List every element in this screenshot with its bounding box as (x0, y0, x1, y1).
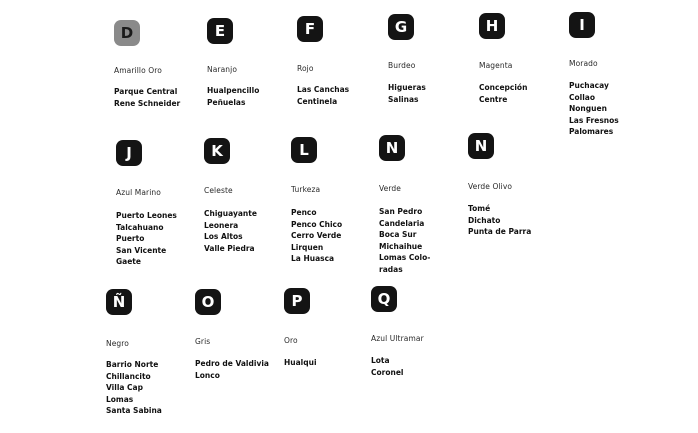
line-card-enye (106, 289, 202, 415)
line-card-h (479, 13, 575, 104)
line-n-verde-olivo-color-name: Verde Olivo (468, 182, 513, 191)
line-f-color-name: Rojo (297, 64, 314, 73)
line-o-badge: O (195, 289, 221, 315)
line-k-color-name: Celeste (204, 186, 233, 195)
line-enye-badge: Ñ (106, 289, 132, 315)
stop-item: Penco Chico (291, 219, 343, 229)
line-l-stops (291, 207, 342, 265)
stop-item: Lirquen (291, 242, 324, 252)
line-card-j (116, 140, 212, 266)
stop-item: Lomas (106, 394, 134, 404)
stop-item: Parque Central (114, 87, 178, 96)
line-o-color-name: Gris (195, 337, 211, 346)
line-card-d (114, 20, 210, 108)
line-card-g (388, 14, 484, 104)
line-p-badge: P (284, 288, 310, 314)
stop-item: Centre (479, 94, 508, 104)
line-h-badge: H (479, 13, 505, 39)
line-q-stops (371, 355, 404, 378)
line-d-stops (114, 86, 180, 109)
stop-item: Puchacay (569, 81, 609, 90)
stop-item: Higueras (388, 83, 426, 92)
line-g-color-name: Burdeo (388, 61, 416, 70)
line-j-color-name: Azul Marino (116, 188, 161, 197)
line-p-stops (284, 357, 317, 369)
stop-item: Boca Sur (379, 230, 417, 239)
stop-item: Lomas Colo- (379, 253, 431, 262)
line-l-color-name: Turkeza (291, 185, 321, 194)
line-card-q (371, 286, 467, 377)
stop-item: Coronel (371, 367, 404, 377)
stop-item: Tomé (468, 204, 491, 213)
stop-item: Michaihue (379, 241, 423, 251)
line-card-f (297, 16, 393, 106)
stop-item: Puerto Leones (116, 211, 177, 220)
stop-item: San Pedro (379, 207, 423, 216)
stop-item: Las Canchas (297, 85, 350, 94)
stop-item: Lonco (195, 370, 220, 380)
line-e-badge: E (207, 18, 233, 44)
line-h-color-name: Magenta (479, 61, 513, 70)
line-h-stops (479, 82, 527, 105)
line-n-verde-badge: N (379, 135, 405, 161)
line-f-stops (297, 84, 349, 107)
stop-item: Hualqui (284, 358, 317, 367)
line-n-verde-olivo-badge: N (468, 133, 494, 159)
stop-item: Las Fresnos (569, 115, 619, 125)
line-k-badge: K (204, 138, 230, 164)
stop-item: Nonguen (569, 104, 607, 113)
line-e-stops (207, 85, 259, 108)
stop-item: Gaete (116, 257, 141, 266)
line-card-k (204, 138, 300, 253)
stop-item: Puerto (116, 234, 145, 243)
line-q-color-name: Azul Ultramar (371, 334, 424, 343)
stop-item: Cerro Verde (291, 231, 342, 240)
line-card-e (207, 18, 303, 107)
stop-item: Talcahuano (116, 222, 164, 232)
stop-item: Rene Schneider (114, 98, 181, 108)
stop-item: radas (379, 264, 403, 274)
stop-item: Punta de Parra (468, 227, 532, 236)
stop-item: Santa Sabina (106, 406, 162, 415)
line-f-badge: F (297, 16, 323, 42)
line-e-color-name: Naranjo (207, 65, 238, 74)
stop-item: Valle Piedra (204, 243, 255, 253)
stop-item: Peñuelas (207, 97, 246, 107)
stop-item: Collao (569, 92, 596, 102)
stop-item: Chiguayante (204, 209, 257, 218)
stop-item: Hualpencillo (207, 86, 260, 95)
line-o-stops (195, 358, 269, 381)
line-n-verde-color-name: Verde (379, 184, 401, 193)
line-p-color-name: Oro (284, 336, 298, 345)
stop-item: Dichato (468, 215, 501, 225)
stop-item: Leonera (204, 220, 239, 230)
line-i-color-name: Morado (569, 59, 598, 68)
line-j-stops (116, 210, 177, 268)
line-k-stops (204, 208, 257, 254)
stop-item: Villa Cap (106, 383, 143, 392)
stop-item: Palomares (569, 127, 614, 136)
stop-item: Los Altos (204, 232, 243, 241)
line-i-badge: I (569, 12, 595, 38)
stop-item: San Vicente (116, 245, 167, 255)
stop-item: Lota (371, 356, 390, 365)
stop-item: La Huasca (291, 254, 335, 263)
line-g-badge: G (388, 14, 414, 40)
stop-item: Salinas (388, 94, 419, 104)
stop-item: Pedro de Valdivia (195, 359, 269, 368)
line-l-badge: L (291, 137, 317, 163)
stop-item: Penco (291, 208, 317, 217)
stop-item: Barrio Norte (106, 360, 159, 369)
stop-item: Chillancito (106, 371, 151, 381)
line-d-color-name: Amarillo Oro (114, 66, 162, 75)
line-card-n-verde-olivo (468, 133, 564, 236)
line-card-l (291, 137, 387, 263)
line-enye-stops (106, 359, 162, 417)
line-q-badge: Q (371, 286, 397, 312)
line-n-verde-stops (379, 206, 430, 275)
line-n-verde-olivo-stops (468, 203, 531, 238)
line-card-p (284, 288, 380, 367)
line-i-stops (569, 80, 619, 138)
stop-item: Candelaria (379, 218, 425, 228)
stop-item: Concepción (479, 83, 528, 92)
line-card-n-verde (379, 135, 475, 274)
line-card-i (569, 12, 665, 136)
line-j-badge: J (116, 140, 142, 166)
line-enye-color-name: Negro (106, 339, 129, 348)
stop-item: Centinela (297, 96, 338, 106)
line-d-badge: D (114, 20, 140, 46)
line-g-stops (388, 82, 426, 105)
